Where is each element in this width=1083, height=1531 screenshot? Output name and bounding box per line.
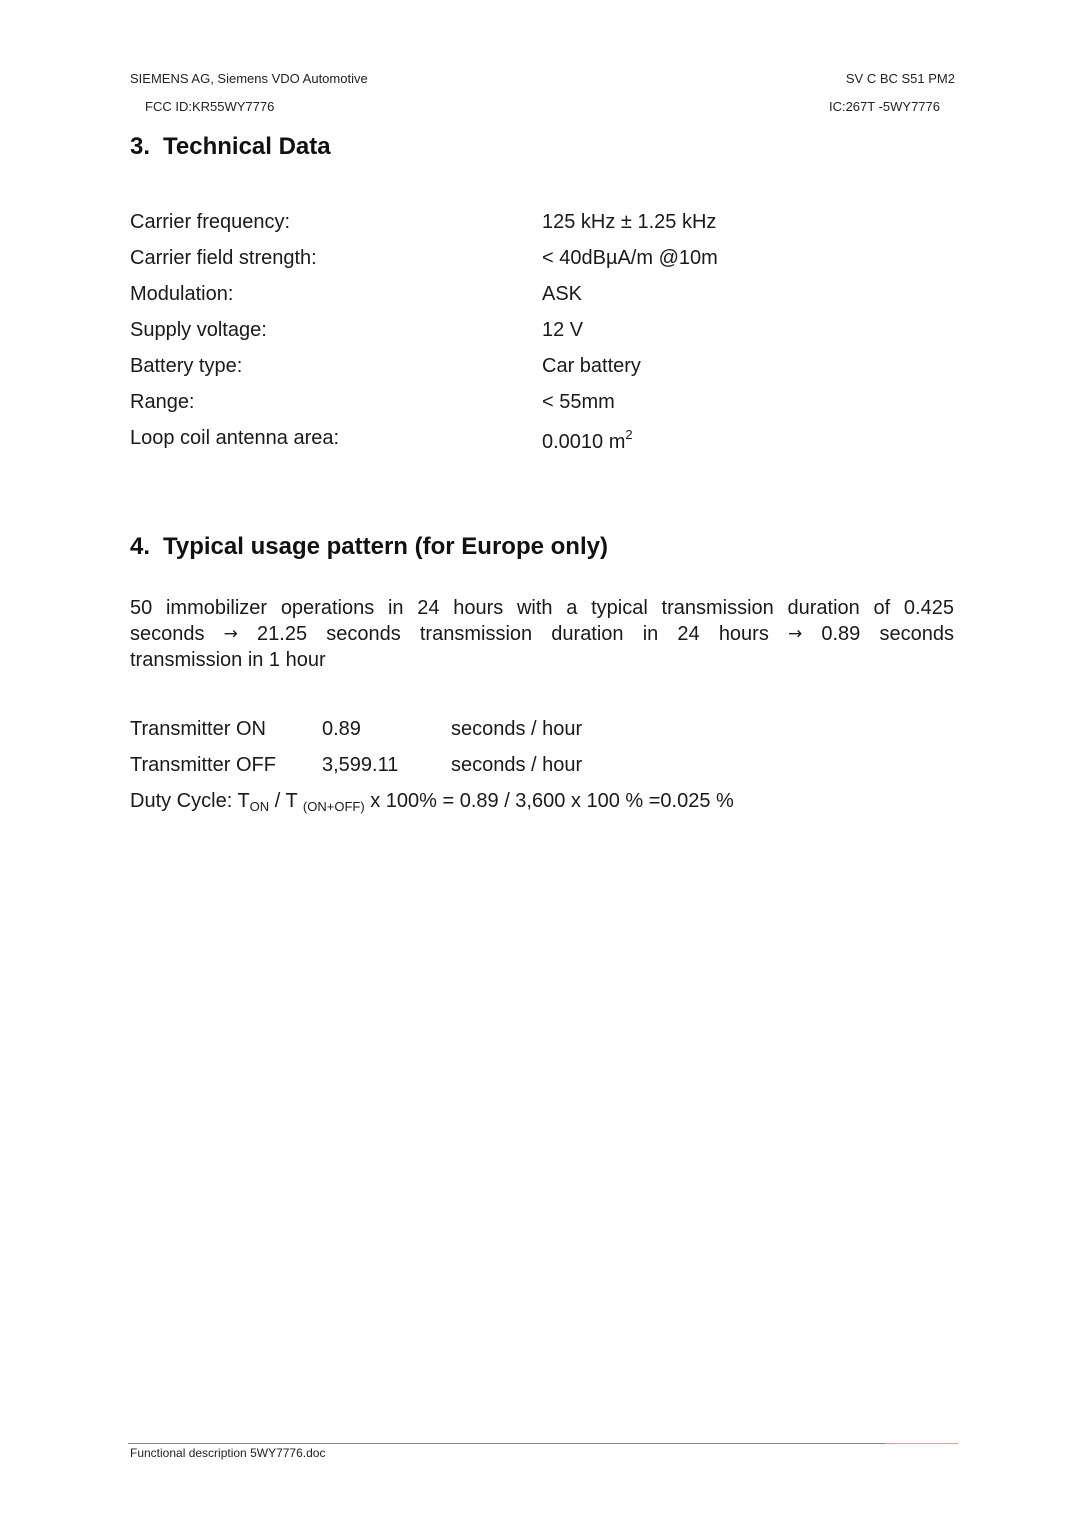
spec-value: ASK (542, 283, 583, 305)
paragraph-word: 24 (417, 597, 440, 619)
spec-label: Modulation: (130, 283, 234, 305)
footer-filename: Functional description 5WY7776.doc (130, 1446, 326, 1460)
paragraph-word: 0.89 (821, 623, 861, 645)
spec-value-text: 0.0010 m (542, 431, 626, 453)
duty-mid: / T (269, 790, 303, 812)
paragraph-line (130, 621, 954, 647)
spec-value-superscript: 2 (625, 427, 633, 442)
transmitter-row (130, 718, 830, 754)
arrow-icon: → (223, 624, 238, 644)
paragraph-word: transmission (661, 597, 774, 619)
paragraph-word: seconds (879, 623, 954, 645)
spec-value: Car battery (542, 355, 641, 377)
paragraph-word: a (566, 597, 578, 619)
duty-sub-total: (ON+OFF) (302, 799, 365, 814)
spec-label: Range: (130, 391, 195, 413)
duty-prefix: Duty Cycle: T (130, 790, 250, 812)
paragraph-word: duration (551, 623, 624, 645)
spec-value: 125 kHz ± 1.25 kHz (542, 211, 717, 233)
footer-divider (128, 1443, 958, 1444)
spec-value (542, 427, 633, 454)
spec-label: Loop coil antenna area: (130, 427, 340, 449)
transmitter-unit: seconds / hour (451, 718, 583, 740)
section-4-number: 4. (130, 533, 151, 560)
spec-row (130, 427, 850, 463)
paragraph-word: hours (718, 623, 769, 645)
spec-label: Carrier frequency: (130, 211, 291, 233)
transmitter-value: 3,599.11 (322, 754, 399, 776)
spec-row (130, 211, 850, 247)
spec-label: Supply voltage: (130, 319, 267, 341)
usage-paragraph (130, 595, 954, 673)
transmitter-table (130, 718, 830, 790)
header-doc-code: SV C BC S51 PM2 (845, 71, 955, 86)
spec-value: 12 V (542, 319, 584, 341)
header-company: SIEMENS AG, Siemens VDO Automotive (130, 71, 368, 86)
transmitter-label: Transmitter ON (130, 718, 266, 740)
duty-sub-on: ON (249, 799, 270, 814)
paragraph-word: duration (787, 597, 860, 619)
spec-row (130, 283, 850, 319)
paragraph-word: seconds (326, 623, 401, 645)
spec-value: < 55mm (542, 391, 615, 413)
spec-label: Carrier field strength: (130, 247, 317, 269)
arrow-icon: → (787, 624, 803, 644)
transmitter-row (130, 754, 830, 790)
section-3-number: 3. (130, 133, 151, 160)
transmitter-unit: seconds / hour (451, 754, 583, 776)
paragraph-line (130, 647, 954, 673)
paragraph-word: 21.25 (257, 623, 308, 645)
paragraph-word: in (387, 597, 404, 619)
footer-divider-accent (886, 1443, 958, 1444)
duty-suffix: x 100% = 0.89 / 3,600 x 100 % =0.025 % (364, 790, 734, 812)
section-4-heading (130, 533, 608, 561)
paragraph-word: operations (280, 597, 375, 619)
duty-cycle-formula (130, 790, 734, 814)
paragraph-word: with (516, 597, 553, 619)
paragraph-word: 24 (677, 623, 700, 645)
technical-data-table (130, 211, 850, 463)
section-3-heading (130, 133, 331, 161)
spec-row (130, 247, 850, 283)
spec-label: Battery type: (130, 355, 243, 377)
section-3-title: Technical Data (163, 133, 331, 160)
section-4-title: Typical usage pattern (for Europe only) (163, 533, 608, 560)
transmitter-label: Transmitter OFF (130, 754, 276, 776)
spec-row (130, 319, 850, 355)
paragraph-word: in (642, 623, 659, 645)
paragraph-word: immobilizer (165, 597, 268, 619)
paragraph-word: of (873, 597, 891, 619)
paragraph-word: transmission (419, 623, 533, 645)
spec-row (130, 355, 850, 391)
paragraph-word: seconds (130, 623, 205, 645)
paragraph-word: 50 (130, 597, 153, 619)
transmitter-value: 0.89 (322, 718, 361, 740)
header-ic-id: IC:267T -5WY7776 (828, 99, 940, 114)
paragraph-line (130, 595, 954, 621)
spec-value: < 40dBµA/m @10m (542, 247, 718, 269)
paragraph-word: typical (591, 597, 648, 619)
paragraph-word: 0.425 (903, 597, 954, 619)
header-fcc-id: FCC ID:KR55WY7776 (145, 99, 275, 114)
paragraph-word: transmission in 1 hour (130, 649, 326, 671)
spec-row (130, 391, 850, 427)
paragraph-word: hours (453, 597, 504, 619)
